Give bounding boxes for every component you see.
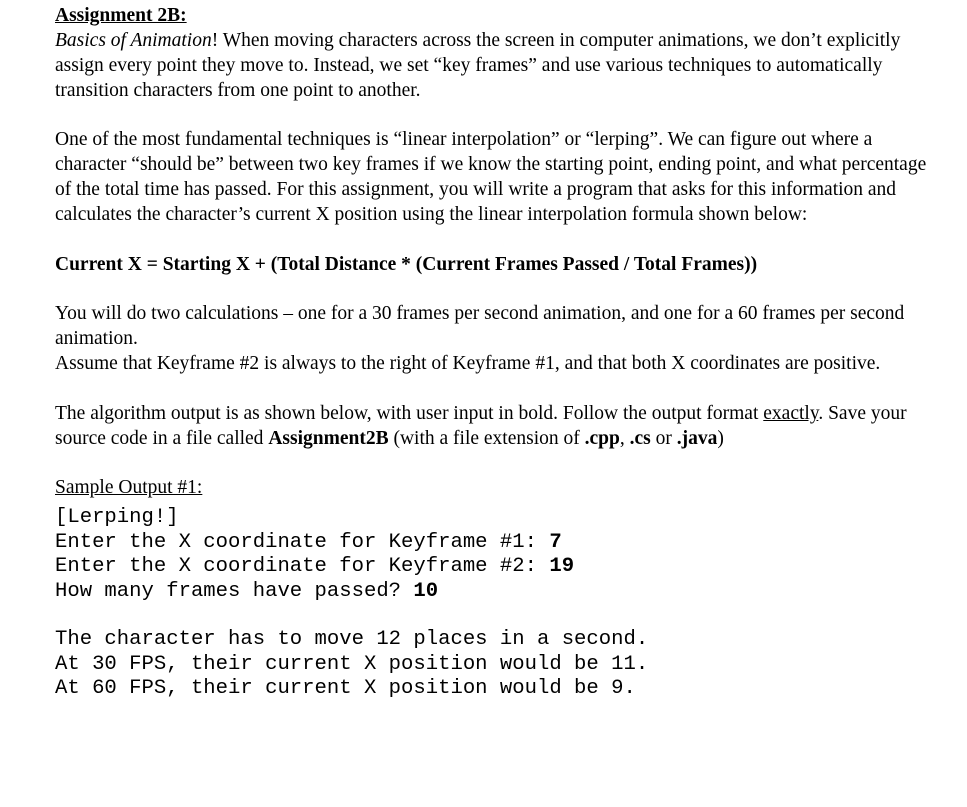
sample-console-output [55, 506, 935, 701]
user-input: 19 [549, 555, 575, 579]
intro-text: ! When moving characters across the screen in computer animations, we don’t explicitly assign every point they move to. Instead, we set “key frames” and use various techniques to automatically transition characters from one point to another. [55, 30, 901, 101]
ext-java: .java [676, 427, 718, 449]
spacer [55, 377, 935, 402]
spacer [55, 277, 935, 302]
spacer [55, 228, 935, 253]
spacer [55, 451, 935, 476]
user-input: 10 [413, 579, 439, 603]
console-blank-line [55, 604, 935, 628]
output-format-paragraph: The algorithm output is as shown below, with user input in bold. Follow the output format exactly. Save your source code in a file called Assignment2B (with a file extension of .cpp, .cs or .java) [55, 402, 907, 449]
assumption-paragraph: Assume that Keyframe #2 is always to the right of Keyframe #1, and that both X coordinates are positive. [55, 352, 881, 374]
console-line: The character has to move 12 places in a second. [55, 628, 649, 652]
ext-cs: .cs [629, 427, 651, 449]
console-line: How many frames have passed? 10 [55, 579, 439, 603]
console-line: At 60 FPS, their current X position would be 9. [55, 677, 636, 701]
filename: Assignment2B [268, 427, 389, 449]
user-input: 7 [549, 530, 562, 554]
console-line: At 30 FPS, their current X position would be 11. [55, 652, 649, 676]
assignment-title: Assignment 2B: [55, 5, 187, 26]
assignment-document [55, 4, 935, 702]
console-line: Enter the X coordinate for Keyframe #2: 19 [55, 555, 575, 579]
exactly-emphasis: exactly [763, 402, 819, 424]
calculations-paragraph: You will do two calculations – one for a 30 frames per second animation, and one for a 60 frames per second animation. [55, 303, 905, 350]
intro-italic: Basics of Animation [55, 30, 212, 51]
ext-cpp: .cpp [584, 427, 620, 449]
lerping-paragraph: One of the most fundamental techniques is “linear interpolation” or “lerping”. We can figure out where a character “should be” between two key frames if we know the starting point, ending point, and what percentage of the total time has passed. For this assignment, you will write a program that asks for this information and calculates the character’s current X position using the linear interpolation formula shown below: [55, 129, 927, 225]
console-line: [Lerping!] [55, 506, 179, 530]
formula: Current X = Starting X + (Total Distance * (Current Frames Passed / Total Frames)) [55, 253, 758, 275]
intro-paragraph [55, 29, 935, 103]
spacer [55, 103, 935, 128]
sample-output-label: Sample Output #1: [55, 477, 203, 499]
console-line: Enter the X coordinate for Keyframe #1: 7 [55, 530, 562, 554]
